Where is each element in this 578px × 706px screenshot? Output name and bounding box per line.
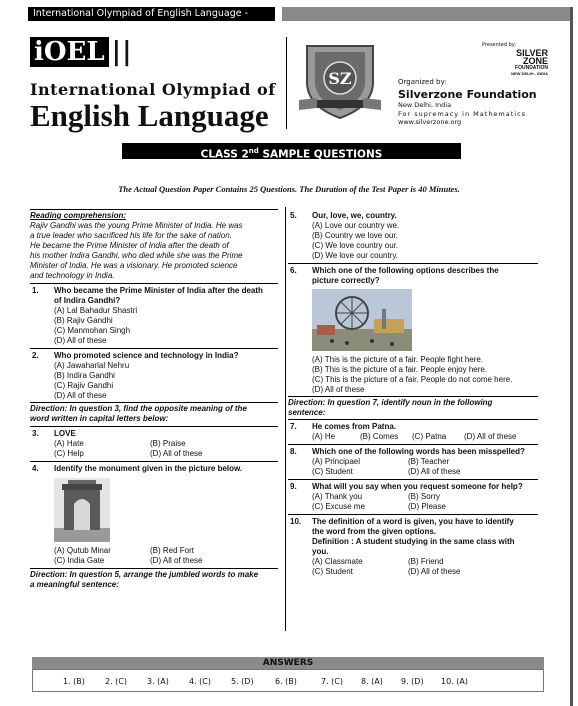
q5-options (288, 221, 538, 261)
title-line2: English Language (30, 98, 269, 133)
q10-options-row2: (C) Student (D) All of these (312, 567, 461, 576)
q2-options (30, 361, 278, 401)
answer-item: 4. (C) (189, 677, 212, 686)
answer-item: 10. (A) (441, 677, 468, 686)
option: (C) This is the picture of a fair. People do not come here. (312, 375, 513, 384)
answer-item: 2. (C) (105, 677, 128, 686)
foundation-address: New Delhi, India For supremacy in Mathematics www.silverzone.org (398, 101, 527, 126)
answer-item: 8. (A) (361, 677, 383, 686)
q6-options (288, 355, 538, 395)
answer-item: 1. (B) (63, 677, 85, 686)
presented-by: Presented by: (482, 42, 517, 48)
column-divider (285, 207, 286, 631)
option: (C) We love country our. (312, 241, 399, 250)
paper-note: The Actual Question Paper Contains 25 Questions. The Duration of the Test Paper is 40 Minutes. (118, 184, 460, 194)
silverzone-logo: SILVER ZONE FOUNDATION NEW DELHI - INDIA (511, 48, 548, 76)
title-line1: International Olympiad of (30, 80, 276, 99)
q3-options-row2: (C) Help (D) All of these (54, 449, 203, 458)
q1-options (30, 306, 278, 346)
option: (A) This is the picture of a fair. People fight here. (312, 355, 484, 364)
q4-options-row1: (A) Qutub Minar (B) Red Fort (54, 546, 195, 555)
option: (C) Rajiv Gandhi (54, 381, 114, 390)
right-column (288, 209, 538, 577)
q3-options-row1: (A) Hate (B) Praise (54, 439, 186, 448)
question-7: 7. He comes from Patna. (290, 422, 397, 431)
q9-options-row1: (A) Thank you (B) Sorry (312, 492, 440, 501)
question-6: 6. Which one of the following options describes the picture correctly? (290, 266, 499, 285)
left-column (30, 209, 278, 590)
answer-item: 3. (A) (147, 677, 169, 686)
direction-3: Direction: In question 3, find the opposite meaning of the word written in capital letters below: (30, 404, 247, 423)
sz-shield-logo (297, 42, 383, 120)
organized-by: Organized by: (398, 78, 447, 86)
question-10: 10. The definition of a word is given, you have to identify the word from the given options. Definition : A student studying in the same class with you. (290, 517, 515, 556)
question-9: 9. What will you say when you request someone for help? (290, 482, 523, 491)
q9-options-row2: (C) Excuse me (D) Please (312, 502, 446, 511)
option: (D) All of these (312, 385, 365, 394)
option: (B) This is the picture of a fair. People enjoy here. (312, 365, 488, 374)
fair-image (312, 289, 412, 351)
logo-bars: || (111, 37, 133, 67)
option: (A) Love our country we. (312, 221, 400, 230)
header-topbar: International Olympiad of English Language - iOEL' 23 (28, 7, 275, 21)
shield-letters: SZ (328, 69, 352, 88)
option: (C) Manmohan Singh (54, 326, 131, 335)
option: (D) All of these (54, 336, 107, 345)
question-1: 1. Who became the Prime Minister of India after the death of Indira Gandhi? (32, 286, 263, 305)
answer-item: 5. (D) (231, 677, 254, 686)
passage: Rajiv Gandhi was the young Prime Minister of India. He was a true leader who sacrificed his life for the sake of nation. He became the Prime Minister of India after the death of his mother Indira Gandhi, who died while she was the Prime Minister of India. He was a visionary. He promoted science and technology in India. (30, 221, 243, 280)
q8-options-row2: (C) Student (D) All of these (312, 467, 461, 476)
passage-heading: Reading comprehension: (30, 211, 127, 220)
option: (B) Country we love our. (312, 231, 398, 240)
q4-options-row2: (C) India Gate (D) All of these (54, 556, 203, 565)
option: (A) Lal Bahadur Shastri (54, 306, 138, 315)
direction-5: Direction: In question 5, arrange the jumbled words to make a meaningful sentence: (30, 570, 259, 589)
class-title-bar: CLASS 2nd SAMPLE QUESTIONS (122, 143, 461, 159)
q10-options-row1: (A) Classmate (B) Friend (312, 557, 444, 566)
india-gate-image (54, 478, 110, 542)
logo-text: iOEL (30, 37, 109, 67)
answer-item: 7. (C) (321, 677, 344, 686)
question-3: 3. LOVE (32, 429, 76, 438)
option: (D) All of these (54, 391, 107, 400)
q7-options: (A) He (B) Comes (C) Patna (D) All of these (312, 432, 517, 441)
q8-options-row1: (A) Principael (B) Teacher (312, 457, 450, 466)
option: (B) Rajiv Gandhi (54, 316, 113, 325)
foundation-name: Silverzone Foundation (398, 88, 537, 101)
option: (A) Jawaharlal Nehru (54, 361, 130, 370)
direction-7: Direction: In question 7, identify noun in the following sentence: (288, 398, 493, 417)
answers-title: ANSWERS (32, 657, 544, 669)
page-edge (570, 7, 573, 706)
question-2: 2. Who promoted science and technology in India? (32, 351, 239, 360)
question-5: 5. Our, love, we, country. (290, 211, 397, 220)
question-8: 8. Which one of the following words has been misspelled? (290, 447, 525, 456)
answer-item: 6. (B) (275, 677, 297, 686)
option: (B) Indira Gandhi (54, 371, 115, 380)
question-4: 4. Identify the monument given in the picture below. (32, 464, 243, 473)
answer-item: 9. (D) (401, 677, 424, 686)
option: (D) We love our country. (312, 251, 398, 260)
answers-box (32, 669, 544, 692)
header-grey-bar (282, 7, 570, 21)
header-divider (286, 37, 287, 129)
ioel-logo (30, 37, 133, 67)
